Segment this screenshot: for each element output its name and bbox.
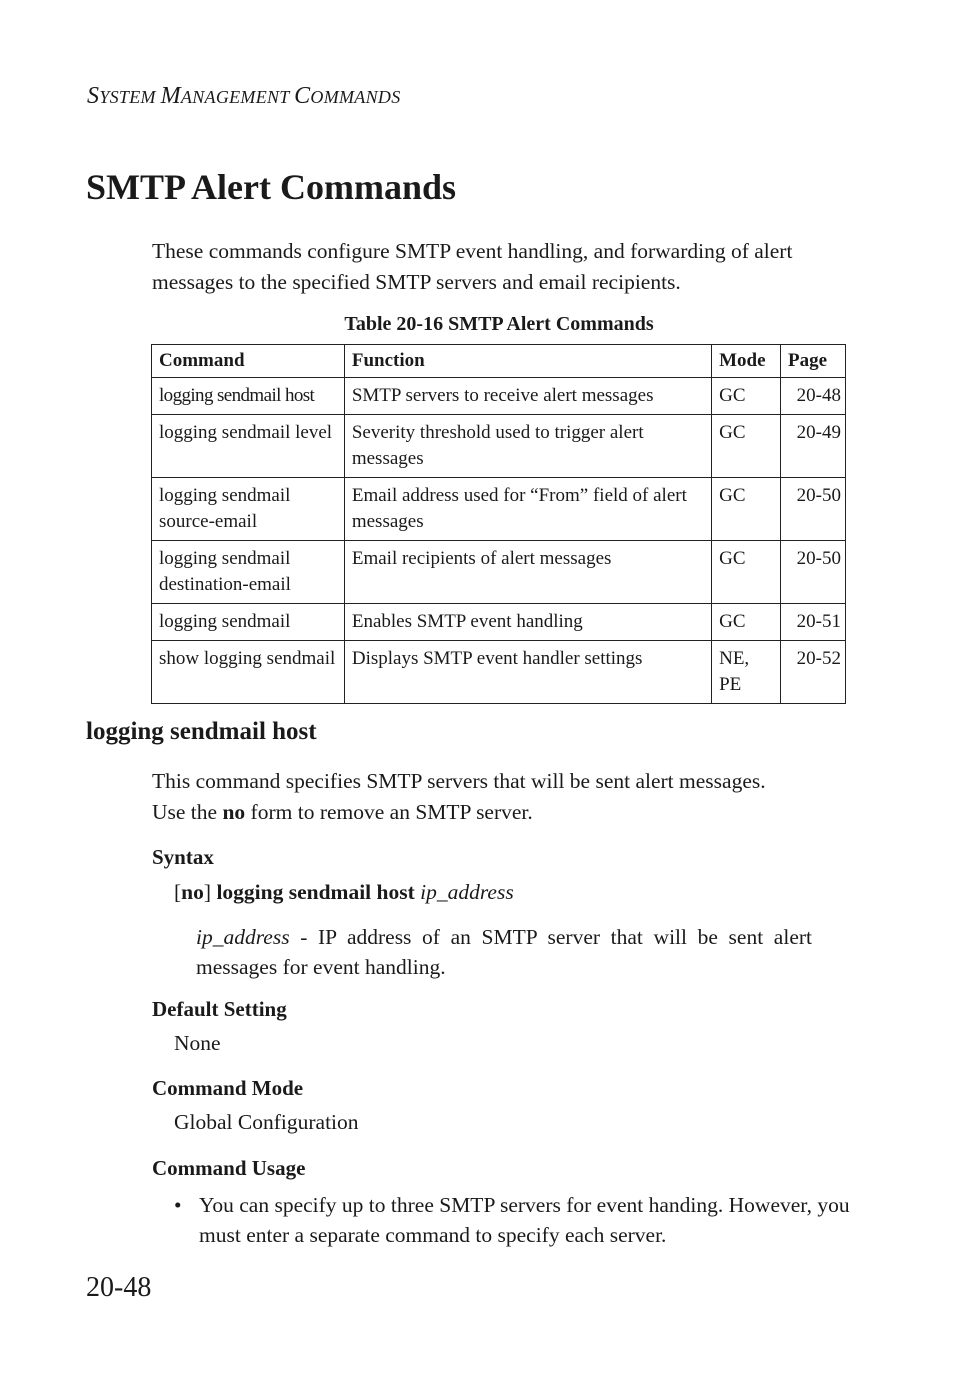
cell-function: Displays SMTP event handler settings bbox=[344, 641, 711, 704]
cell-mode: GC bbox=[712, 415, 781, 478]
command-usage-label: Command Usage bbox=[152, 1156, 306, 1180]
cell-command: show logging sendmail bbox=[152, 641, 345, 704]
page-number: 20-48 bbox=[86, 1272, 152, 1303]
table-row bbox=[152, 478, 846, 541]
cell-mode: GC bbox=[712, 541, 781, 604]
cell-mode: GC bbox=[712, 478, 781, 541]
cell-function: Email address used for “From” field of alert messages bbox=[344, 478, 711, 541]
table-row bbox=[152, 641, 846, 704]
bullet-marker: • bbox=[174, 1193, 182, 1217]
cell-mode: GC bbox=[712, 378, 781, 415]
cell-function: Email recipients of alert messages bbox=[344, 541, 711, 604]
cell-page: 20-51 bbox=[781, 604, 846, 641]
header-mode: Mode bbox=[712, 345, 781, 378]
syntax-label: Syntax bbox=[152, 845, 214, 869]
parameter-description: ip_address - IP address of an SMTP server that will be sent alert messages for event handling. bbox=[196, 925, 812, 979]
command-description: This command specifies SMTP servers that will be sent alert messages. Use the no form to remove an SMTP server. bbox=[152, 769, 766, 824]
table-row bbox=[152, 541, 846, 604]
default-setting-label: Default Setting bbox=[152, 997, 287, 1021]
command-mode-value: Global Configuration bbox=[174, 1110, 359, 1134]
cell-page: 20-49 bbox=[781, 415, 846, 478]
cell-command: logging sendmail level bbox=[152, 415, 345, 478]
table-row bbox=[152, 378, 846, 415]
syntax-line: [no] logging sendmail host ip_address bbox=[174, 880, 514, 904]
usage-text: You can specify up to three SMTP servers for event handing. However, you must enter a separate command to specify each server. bbox=[199, 1193, 850, 1247]
command-mode-label: Command Mode bbox=[152, 1076, 304, 1100]
table-row bbox=[152, 415, 846, 478]
header-page: Page bbox=[781, 345, 846, 378]
usage-bullet-item bbox=[174, 1190, 854, 1250]
table-caption: Table 20-16 SMTP Alert Commands bbox=[344, 313, 654, 335]
cell-command: logging sendmail source-email bbox=[152, 478, 345, 541]
cell-page: 20-48 bbox=[781, 378, 846, 415]
default-setting-value: None bbox=[174, 1031, 221, 1055]
cell-mode: GC bbox=[712, 604, 781, 641]
cell-page: 20-50 bbox=[781, 478, 846, 541]
header-function: Function bbox=[344, 345, 711, 378]
table-header-row bbox=[152, 345, 846, 378]
cell-function: Enables SMTP event handling bbox=[344, 604, 711, 641]
cell-function: SMTP servers to receive alert messages bbox=[344, 378, 711, 415]
running-header: SYSTEM MANAGEMENT COMMANDS bbox=[87, 83, 401, 109]
smtp-commands-table bbox=[151, 344, 846, 704]
cell-page: 20-52 bbox=[781, 641, 846, 704]
cell-mode: NE, PE bbox=[712, 641, 781, 704]
page-title: SMTP Alert Commands bbox=[86, 167, 457, 207]
cell-page: 20-50 bbox=[781, 541, 846, 604]
cell-command: logging sendmail destination-email bbox=[152, 541, 345, 604]
header-command: Command bbox=[152, 345, 345, 378]
cell-command: logging sendmail host bbox=[152, 378, 345, 415]
intro-paragraph: These commands configure SMTP event handling, and forwarding of alert messages to the specified SMTP servers and email recipients. bbox=[152, 239, 793, 294]
table-row bbox=[152, 604, 846, 641]
cell-function: Severity threshold used to trigger alert messages bbox=[344, 415, 711, 478]
section-title: logging sendmail host bbox=[86, 718, 317, 745]
cell-command: logging sendmail bbox=[152, 604, 345, 641]
